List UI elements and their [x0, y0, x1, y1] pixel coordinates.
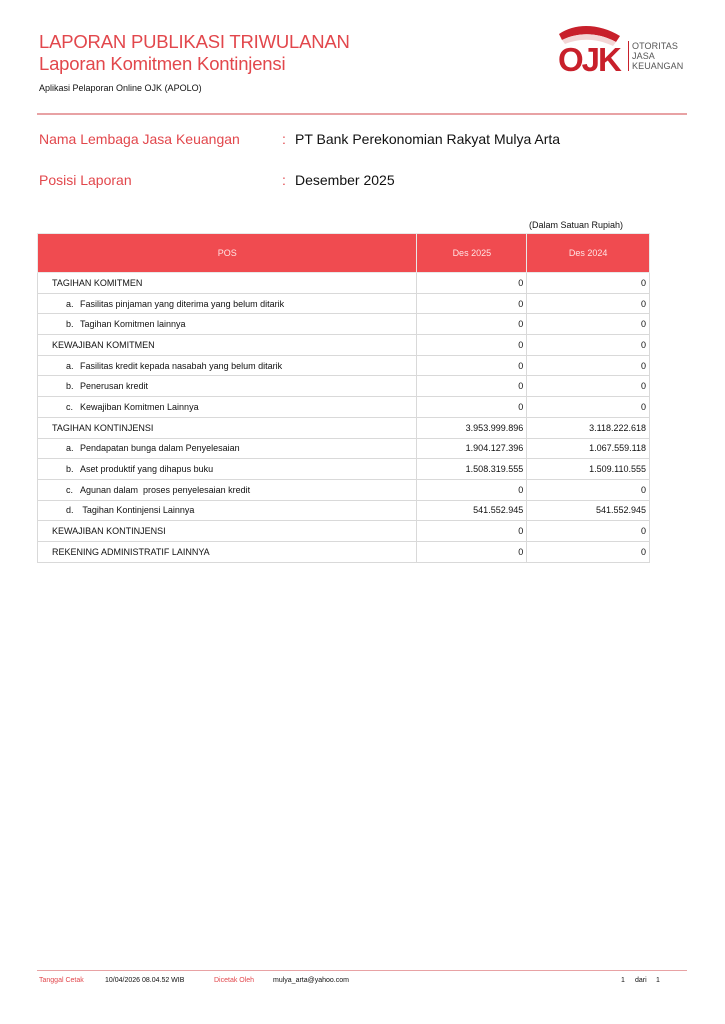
row-label — [38, 397, 417, 418]
row-label-text: KEWAJIBAN KONTINJENSI — [52, 526, 166, 537]
value-des-2024: 1.509.110.555 — [527, 459, 650, 480]
row-item-letter: d. — [66, 505, 74, 516]
table-row — [38, 417, 650, 438]
row-label — [38, 314, 417, 335]
value-des-2024: 0 — [527, 541, 650, 562]
page-total: 1 — [656, 977, 660, 984]
table-row — [38, 459, 650, 480]
value-des-2025: 0 — [417, 521, 527, 542]
value-des-2024: 0 — [527, 376, 650, 397]
row-label — [38, 376, 417, 397]
row-item-letter: b. — [66, 381, 74, 392]
column-header-des-2025: Des 2025 — [417, 234, 527, 273]
value-des-2025: 1.508.319.555 — [417, 459, 527, 480]
ojk-logo-icon — [556, 20, 628, 76]
report-title: LAPORAN PUBLIKASI TRIWULANAN — [39, 31, 350, 52]
row-item-letter: b. — [66, 464, 74, 475]
row-label-text: TAGIHAN KOMITMEN — [52, 277, 143, 288]
table-row — [38, 541, 650, 562]
svg-text:OJK: OJK — [558, 41, 620, 76]
row-label — [38, 521, 417, 542]
print-date-label: Tanggal Cetak — [39, 977, 84, 984]
value-des-2024: 1.067.559.118 — [527, 438, 650, 459]
institution-separator: : — [282, 131, 286, 147]
table-body — [38, 273, 650, 563]
app-name: Aplikasi Pelaporan Online OJK (APOLO) — [39, 83, 202, 93]
value-des-2024: 0 — [527, 479, 650, 500]
row-label-text: Kewajiban Komitmen Lainnya — [80, 401, 199, 412]
value-des-2024: 0 — [527, 397, 650, 418]
row-label-text: KEWAJIBAN KOMITMEN — [52, 339, 155, 350]
value-des-2025: 541.552.945 — [417, 500, 527, 521]
value-des-2024: 0 — [527, 335, 650, 356]
value-des-2025: 0 — [417, 541, 527, 562]
value-des-2024: 0 — [527, 273, 650, 294]
value-des-2024: 0 — [527, 293, 650, 314]
row-label — [38, 479, 417, 500]
value-des-2024: 0 — [527, 521, 650, 542]
column-header-des-2024: Des 2024 — [527, 234, 650, 273]
value-des-2024: 3.118.222.618 — [527, 417, 650, 438]
row-label-text: Fasilitas pinjaman yang diterima yang belum ditarik — [80, 298, 285, 309]
table-row — [38, 479, 650, 500]
row-label-text: Tagihan Kontinjensi Lainnya — [80, 505, 195, 516]
row-label — [38, 438, 417, 459]
value-des-2025: 0 — [417, 335, 527, 356]
table-row — [38, 521, 650, 542]
report-table — [37, 233, 650, 563]
value-des-2025: 1.904.127.396 — [417, 438, 527, 459]
row-label-text: Tagihan Komitmen lainnya — [80, 319, 186, 330]
page-of-label: dari — [635, 977, 647, 984]
logo-line: KEUANGAN — [632, 61, 684, 71]
table-row — [38, 376, 650, 397]
value-des-2025: 0 — [417, 479, 527, 500]
footer-divider — [37, 970, 687, 971]
table-header-row — [38, 234, 650, 273]
value-des-2025: 0 — [417, 355, 527, 376]
logo-wordmark — [628, 41, 683, 71]
value-des-2025: 0 — [417, 273, 527, 294]
value-des-2025: 0 — [417, 397, 527, 418]
institution-label: Nama Lembaga Jasa Keuangan — [39, 131, 240, 147]
row-label — [38, 500, 417, 521]
logo-line: JASA — [632, 51, 655, 61]
print-date-value: 10/04/2026 08.04.52 WIB — [105, 977, 185, 984]
logo-line: OTORITAS — [632, 41, 678, 51]
value-des-2025: 0 — [417, 293, 527, 314]
page-current: 1 — [621, 977, 625, 984]
value-des-2025: 3.953.999.896 — [417, 417, 527, 438]
printed-by-label: Dicetak Oleh — [214, 977, 255, 984]
value-des-2024: 0 — [527, 314, 650, 335]
table-row — [38, 293, 650, 314]
row-label — [38, 541, 417, 562]
row-item-letter: c. — [66, 401, 74, 412]
table-row — [38, 355, 650, 376]
row-item-letter: a. — [66, 443, 74, 454]
row-label — [38, 355, 417, 376]
value-des-2024: 541.552.945 — [527, 500, 650, 521]
row-label-text: Fasilitas kredit kepada nasabah yang belum ditarik — [80, 360, 283, 371]
printed-by-value: mulya_arta@yahoo.com — [273, 977, 349, 984]
row-item-letter: a. — [66, 298, 74, 309]
institution-value: PT Bank Perekonomian Rakyat Mulya Arta — [295, 131, 561, 147]
report-subtitle: Laporan Komitmen Kontinjensi — [39, 53, 286, 74]
unit-note: (Dalam Satuan Rupiah) — [529, 220, 624, 230]
row-label-text: Aset produktif yang dihapus buku — [80, 464, 214, 475]
row-label-text: Agunan dalam proses penyelesaian kredit — [80, 484, 251, 495]
row-label — [38, 293, 417, 314]
row-label — [38, 459, 417, 480]
value-des-2025: 0 — [417, 376, 527, 397]
row-item-letter: a. — [66, 360, 74, 371]
row-item-letter: b. — [66, 319, 74, 330]
row-label-text: Pendapatan bunga dalam Penyelesaian — [80, 443, 240, 454]
row-label-text: REKENING ADMINISTRATIF LAINNYA — [52, 546, 210, 557]
row-item-letter: c. — [66, 484, 74, 495]
table-row — [38, 397, 650, 418]
row-label — [38, 335, 417, 356]
value-des-2025: 0 — [417, 314, 527, 335]
table-row — [38, 500, 650, 521]
table-row — [38, 273, 650, 294]
table-row — [38, 335, 650, 356]
row-label-text: TAGIHAN KONTINJENSI — [52, 422, 154, 433]
value-des-2024: 0 — [527, 355, 650, 376]
table-row — [38, 314, 650, 335]
period-label: Posisi Laporan — [39, 172, 132, 188]
table-row — [38, 438, 650, 459]
period-separator: : — [282, 172, 286, 188]
row-label — [38, 417, 417, 438]
row-label-text: Penerusan kredit — [80, 381, 149, 392]
column-header-pos: POS — [38, 234, 417, 273]
header-divider — [37, 113, 687, 115]
period-value: Desember 2025 — [295, 172, 395, 188]
row-label — [38, 273, 417, 294]
